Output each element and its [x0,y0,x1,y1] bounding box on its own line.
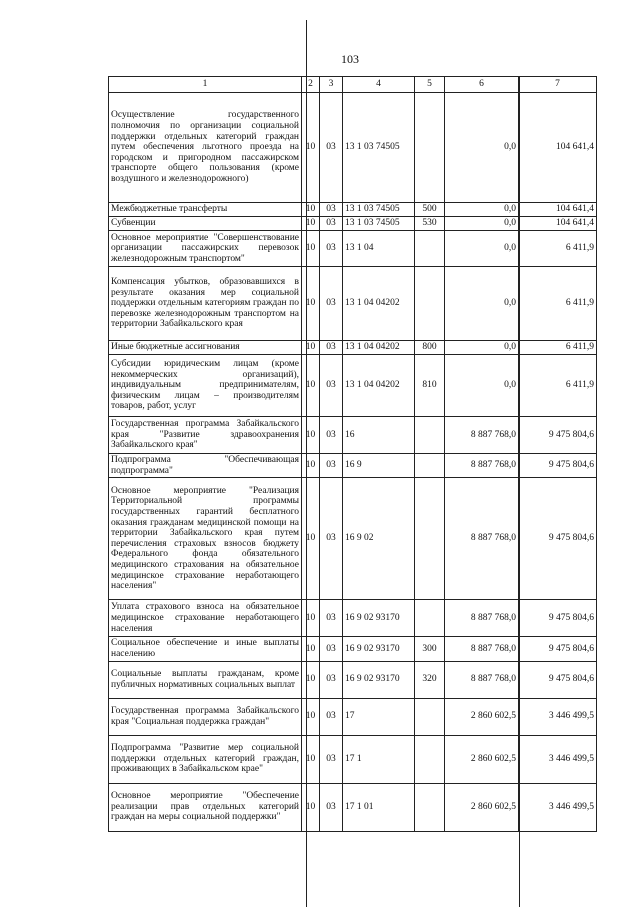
row-vr: 800 [415,341,445,355]
row-csr: 13 1 04 04202 [343,341,415,355]
row-vr: 320 [415,661,445,698]
row-rz: 10 [302,600,320,637]
table-row [109,600,597,637]
row-csr: 17 [343,698,415,735]
row-sum-2: 9 475 804,6 [519,454,597,478]
row-csr: 17 1 [343,735,415,783]
row-rz: 10 [302,698,320,735]
row-name: Основное мероприятие "Реализация Территориальной программы государственных гарантий бесплатного оказания гражданам медицинской помощи на территории Забайкальского края путем перечисления страховых взносов бюджету Федерального фонда обязательного медицинского страхования на обязательное медицинское страхование неработающего населения" [109,478,302,600]
row-pr: 03 [320,454,343,478]
row-pr: 03 [320,267,343,341]
row-csr: 13 1 04 04202 [343,267,415,341]
table-row [109,454,597,478]
row-sum-2: 6 411,9 [519,267,597,341]
row-sum-2: 3 446 499,5 [519,735,597,783]
row-name: Подпрограмма "Обеспечивающая подпрограмма" [109,454,302,478]
row-sum-1: 0,0 [445,267,519,341]
row-sum-1: 8 887 768,0 [445,637,519,661]
row-rz: 10 [302,355,320,417]
row-csr: 13 1 03 74505 [343,203,415,217]
budget-table [108,76,597,832]
row-sum-2: 9 475 804,6 [519,637,597,661]
row-name: Уплата страхового взноса на обязательное медицинское страхование неработающего населения [109,600,302,637]
row-sum-1: 0,0 [445,231,519,267]
table-row [109,735,597,783]
row-sum-2: 3 446 499,5 [519,783,597,831]
row-pr: 03 [320,203,343,217]
row-rz: 10 [302,203,320,217]
table-row [109,231,597,267]
row-vr: 500 [415,203,445,217]
row-sum-2: 3 446 499,5 [519,698,597,735]
table-row [109,637,597,661]
column-header: 7 [519,77,597,93]
row-sum-1: 2 860 602,5 [445,698,519,735]
row-pr: 03 [320,698,343,735]
row-sum-2: 9 475 804,6 [519,417,597,454]
row-name: Основное мероприятие "Совершенствование организации пассажирских перевозок железнодорожным транспортом" [109,231,302,267]
row-name: Компенсация убытков, образовавшихся в результате оказания мер социальной поддержки отдельным категориям граждан по перевозке железнодорожным транспортом на территории Забайкальского края [109,267,302,341]
row-sum-1: 8 887 768,0 [445,478,519,600]
row-csr: 13 1 03 74505 [343,217,415,231]
row-pr: 03 [320,231,343,267]
row-vr [415,454,445,478]
table-row [109,203,597,217]
row-csr: 16 9 02 [343,478,415,600]
row-rz: 10 [302,93,320,203]
row-csr: 16 [343,417,415,454]
row-rz: 10 [302,231,320,267]
row-pr: 03 [320,217,343,231]
row-sum-1: 8 887 768,0 [445,454,519,478]
row-pr: 03 [320,661,343,698]
row-name: Подпрограмма "Развитие мер социальной поддержки отдельных категорий граждан, проживающих в Забайкальском крае" [109,735,302,783]
row-sum-1: 8 887 768,0 [445,600,519,637]
row-vr [415,783,445,831]
row-rz: 10 [302,637,320,661]
row-rz: 10 [302,735,320,783]
column-header: 4 [343,77,415,93]
row-sum-2: 9 475 804,6 [519,600,597,637]
row-vr [415,267,445,341]
row-vr [415,93,445,203]
row-vr [415,478,445,600]
row-name: Субвенции [109,217,302,231]
row-vr [415,231,445,267]
row-name: Социальное обеспечение и иные выплаты населению [109,637,302,661]
row-vr: 530 [415,217,445,231]
column-header: 1 [109,77,302,93]
row-sum-2: 6 411,9 [519,231,597,267]
row-pr: 03 [320,735,343,783]
row-name: Государственная программа Забайкальского края "Развитие здравоохранения Забайкальского края" [109,417,302,454]
table-row [109,698,597,735]
row-name: Государственная программа Забайкальского края "Социальная поддержка граждан" [109,698,302,735]
row-rz: 10 [302,267,320,341]
column-header: 2 [302,77,320,93]
row-sum-1: 2 860 602,5 [445,735,519,783]
row-vr: 300 [415,637,445,661]
row-csr: 17 1 01 [343,783,415,831]
row-csr: 13 1 04 04202 [343,355,415,417]
row-vr [415,698,445,735]
row-rz: 10 [302,783,320,831]
row-vr [415,600,445,637]
column-header: 3 [320,77,343,93]
row-csr: 16 9 02 93170 [343,600,415,637]
row-sum-2: 6 411,9 [519,341,597,355]
column-header: 6 [445,77,519,93]
row-sum-1: 2 860 602,5 [445,783,519,831]
row-name: Субсидии юридическим лицам (кроме некоммерческих организаций), индивидуальным предпринимателям, физическим лицам – производителям товаров, работ, услуг [109,355,302,417]
row-rz: 10 [302,454,320,478]
row-csr: 16 9 02 93170 [343,661,415,698]
row-csr: 13 1 04 [343,231,415,267]
row-pr: 03 [320,93,343,203]
row-pr: 03 [320,341,343,355]
page-number: 103 [341,52,359,66]
table-row [109,355,597,417]
row-rz: 10 [302,661,320,698]
row-sum-2: 9 475 804,6 [519,661,597,698]
row-sum-2: 6 411,9 [519,355,597,417]
row-name: Осуществление государственного полномочия по организации социальной поддержки отдельных категорий граждан путем обеспечения льготного проезда на городском и пригородном пассажирском транспорте общего пользования (кроме воздушного и железнодорожного) [109,93,302,203]
row-sum-2: 9 475 804,6 [519,478,597,600]
table-row [109,93,597,203]
row-csr: 16 9 [343,454,415,478]
row-name: Межбюджетные трансферты [109,203,302,217]
row-name: Социальные выплаты гражданам, кроме публичных нормативных социальных выплат [109,661,302,698]
row-sum-1: 0,0 [445,341,519,355]
table-row [109,341,597,355]
row-rz: 10 [302,417,320,454]
table-row [109,417,597,454]
row-sum-1: 0,0 [445,203,519,217]
row-rz: 10 [302,341,320,355]
row-sum-1: 0,0 [445,355,519,417]
row-vr [415,417,445,454]
row-vr [415,735,445,783]
column-header: 5 [415,77,445,93]
row-sum-1: 8 887 768,0 [445,417,519,454]
row-sum-2: 104 641,4 [519,93,597,203]
row-name: Иные бюджетные ассигнования [109,341,302,355]
row-sum-1: 0,0 [445,217,519,231]
row-csr: 16 9 02 93170 [343,637,415,661]
row-pr: 03 [320,478,343,600]
table-row [109,267,597,341]
row-pr: 03 [320,355,343,417]
table-row [109,661,597,698]
row-vr: 810 [415,355,445,417]
row-sum-1: 0,0 [445,93,519,203]
row-name: Основное мероприятие "Обеспечение реализации прав отдельных категорий граждан на меры социальной поддержки" [109,783,302,831]
row-rz: 10 [302,478,320,600]
table-row [109,783,597,831]
row-pr: 03 [320,783,343,831]
table-header-row [109,77,597,93]
table-row [109,478,597,600]
row-csr: 13 1 03 74505 [343,93,415,203]
row-pr: 03 [320,417,343,454]
row-pr: 03 [320,600,343,637]
row-sum-2: 104 641,4 [519,217,597,231]
row-rz: 10 [302,217,320,231]
row-sum-2: 104 641,4 [519,203,597,217]
row-pr: 03 [320,637,343,661]
row-sum-1: 8 887 768,0 [445,661,519,698]
table-row [109,217,597,231]
